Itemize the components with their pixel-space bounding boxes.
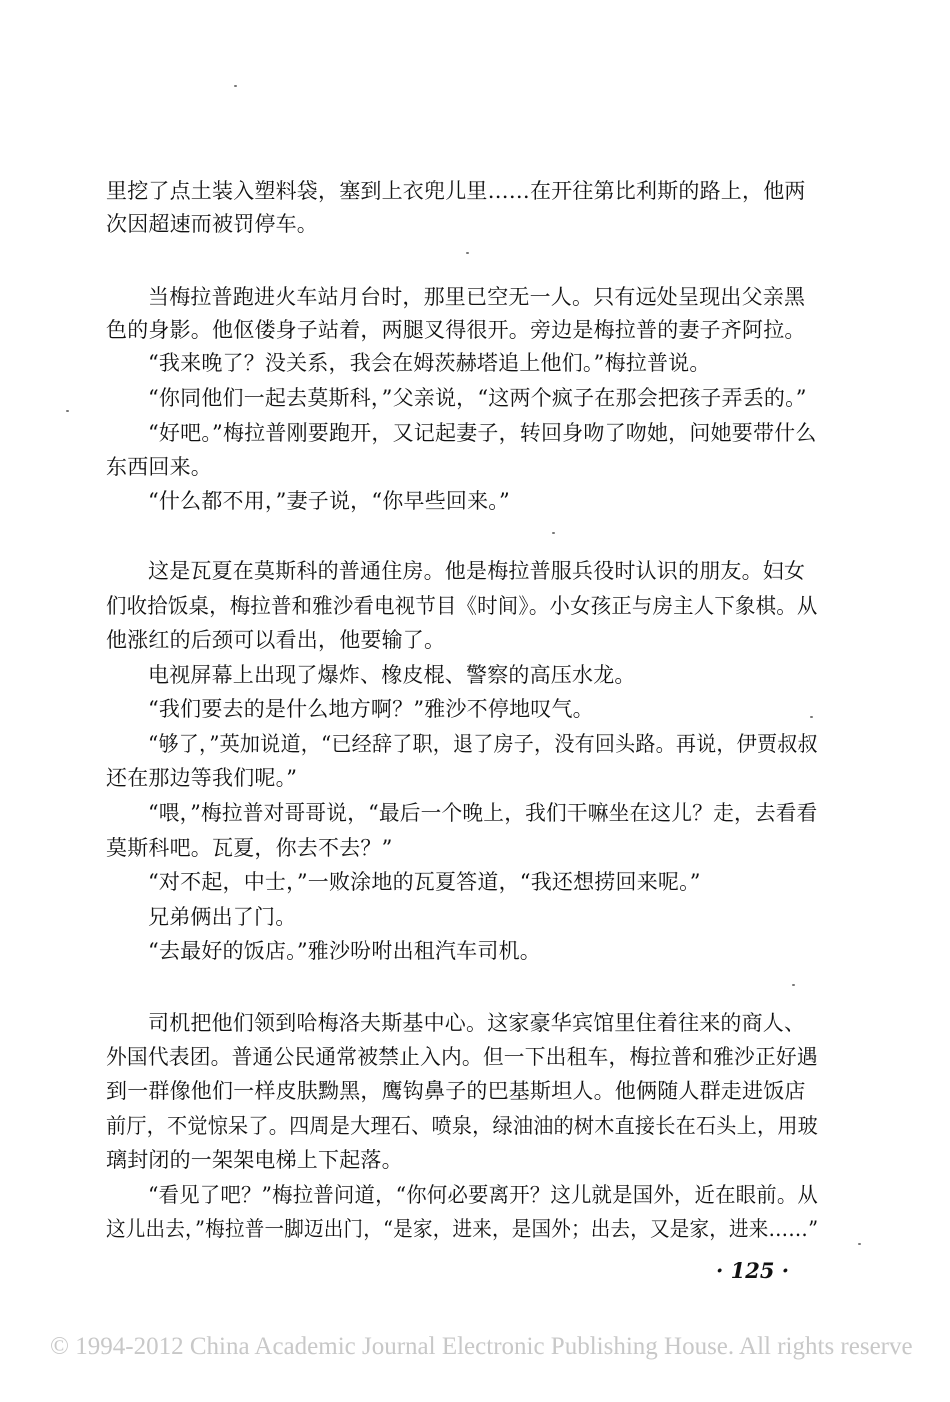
paragraph-16-line-1: “看见了吧？”梅拉普问道，“你何必要离开？这儿就是国外，近在眼前。从 [148,1183,819,1207]
paragraph-8-line-1: 电视屏幕上出现了爆炸、橡皮棍、警察的高压水龙。 [148,663,636,687]
paragraph-2-line-2: 色的身影。他伛偻身子站着，两腿叉得很开。旁边是梅拉普的妻子齐阿拉。 [106,318,806,342]
paragraph-11-line-1: “喂，”梅拉普对哥哥说，“最后一个晚上，我们干嘛坐在这儿？走，去看看 [148,801,818,825]
paragraph-15-line-3: 到一群像他们一样皮肤黝黑，鹰钩鼻子的巴基斯坦人。他俩随人群走进饭店 [106,1079,806,1103]
scan-speck [810,716,813,718]
scan-speck [466,252,469,254]
scan-speck [792,984,795,986]
page-number: · 125 · [716,1258,790,1283]
scan-speck [858,1243,861,1245]
paragraph-16-line-2: 这儿出去，”梅拉普一脚迈出门，“是家，进来，是国外；出去，又是家，进来……” [106,1217,819,1241]
paragraph-7-line-3: 他涨红的后颈可以看出，他要输了。 [106,628,446,652]
paragraph-7-line-2: 们收拾饭桌，梅拉普和雅沙看电视节目《时间》。小女孩正与房主人下象棋。从 [106,594,818,618]
paragraph-1-line-1: 里挖了点土装入塑料袋，塞到上衣兜儿里……在开往第比利斯的路上，他两 [106,179,806,203]
paragraph-2-line-1: 当梅拉普跑进火车站月台时，那里已空无一人。只有远处呈现出父亲黑 [148,285,806,309]
paragraph-3-line-1: “我来晚了？没关系，我会在姆茨赫塔追上他们。”梅拉普说。 [148,351,711,375]
paragraph-15-line-5: 璃封闭的一架架电梯上下起落。 [106,1148,403,1172]
paragraph-14-line-1: “去最好的饭店。”雅沙吩咐出租汽车司机。 [148,939,541,963]
paragraph-15-line-2: 外国代表团。普通公民通常被禁止入内。但一下出租车，梅拉普和雅沙正好遇 [106,1045,818,1069]
scan-speck [66,410,69,412]
paragraph-12-line-1: “对不起，中士，”一败涂地的瓦夏答道，“我还想捞回来呢。” [148,870,701,894]
paragraph-10-line-2: 还在那边等我们呢。” [106,766,298,790]
paragraph-13-line-1: 兄弟俩出了门。 [148,905,297,929]
paragraph-4-line-1: “你同他们一起去莫斯科，”父亲说，“这两个疯子在那会把孩子弄丢的。” [148,386,807,410]
paragraph-5-line-1: “好吧。”梅拉普刚要跑开，又记起妻子，转回身吻了吻她，问她要带什么 [148,421,817,445]
paragraph-10-line-1: “够了，”英加说道，“已经辞了职，退了房子，没有回头路。再说，伊贾叔叔 [148,732,818,756]
scan-speck [234,85,237,87]
paragraph-6-line-1: “什么都不用，”妻子说，“你早些回来。” [148,489,510,513]
paragraph-15-line-4: 前厅，不觉惊呆了。四周是大理石、喷泉，绿油油的树木直接长在石头上，用玻 [106,1114,819,1138]
paragraph-9-line-1: “我们要去的是什么地方啊？”雅沙不停地叹气。 [148,697,594,721]
paragraph-5-line-2: 东西回来。 [106,455,212,479]
scan-speck [552,532,555,534]
paragraph-1-line-2: 次因超速而被罚停车。 [106,212,318,236]
paragraph-11-line-2: 莫斯科吧。瓦夏，你去不去？” [106,836,393,860]
copyright-notice: © 1994-2012 China Academic Journal Electronic Publishing House. All rights reserve [50,1333,913,1360]
paragraph-15-line-1: 司机把他们领到哈梅洛夫斯基中心。这家豪华宾馆里住着往来的商人、 [148,1011,806,1035]
paragraph-7-line-1: 这是瓦夏在莫斯科的普通住房。他是梅拉普服兵役时认识的朋友。妇女 [148,559,806,583]
